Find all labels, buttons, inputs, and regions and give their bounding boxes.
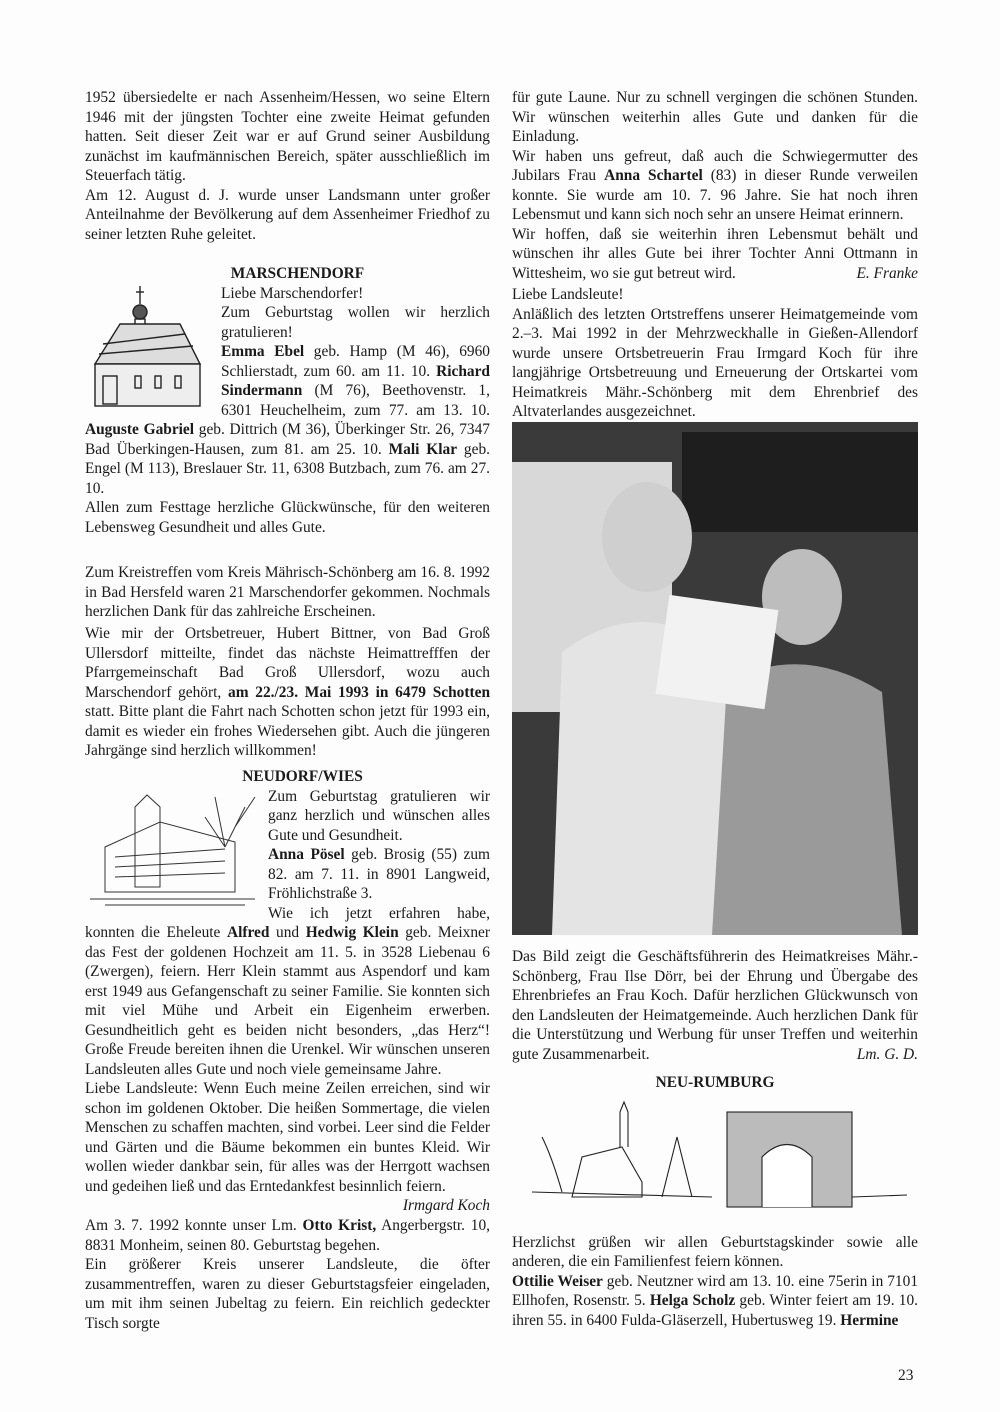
paragraph [85, 624, 490, 761]
paragraph [512, 88, 918, 147]
photo-caption [512, 947, 918, 1064]
text-run: und [269, 924, 306, 941]
text-run: Herzlichst grüßen wir allen Geburtstagskinder sowie alle anderen, die ein Familienfest feiern können. [512, 1233, 918, 1270]
text-run: geb. Engel (M 113), Breslauer Str. 11, 6308 Butzbach, zum 76. am 27. 10. [85, 440, 490, 497]
text-run: statt. Bitte plant die Fahrt nach Schotten schon jetzt für 1993 ein, damit es wieder ein frohes Wiedersehen gibt. Auch die jüngeren Jahrgänge sind herzlich willkommen! [85, 703, 490, 759]
person-name: Alfred [226, 924, 270, 941]
text-run: Liebe Landsleute: Wenn Euch meine Zeilen erreichen, sind wir schon im goldenen Oktober. Die heißen Sommertage, die vielen Menschen zu schaffen machten, sind vorbei. Leer sind die Felder und Gärten und die Bäume bekommen ein buntes Kleid. Wir wollen wieder dankbar sein, für alles was der Herrgott wachsen und gedeihen ließ und das Erntedankfest besinnlich feiern. [85, 1080, 490, 1195]
paragraph [512, 1272, 918, 1331]
text-run: Wir hoffen, daß sie weiterhin ihren Lebensmut behält und wünschen ihr alles Gute bei ihrer Tochter Anni Ottmann in Wittesheim, wo sie gut betreut wird. [512, 225, 918, 282]
heimattreffen-text [85, 624, 490, 761]
right-top-text [512, 88, 918, 283]
kreistreffen-text [85, 563, 490, 622]
person-name: Otto Krist, [302, 1217, 377, 1234]
text-run: Liebe Landsleute! [512, 286, 624, 303]
section-heading: NEU-RUMBURG [655, 1074, 775, 1091]
section-marschendorf [85, 264, 490, 537]
text-run: 1952 übersiedelte er nach Assenheim/Hessen, wo seine Eltern 1946 mit der jüngsten Tochter eine zweite Heimat gefunden hatten. Seit dieser Zeit war er auf Grund seiner Ausbildung zunächst im kaufmännischen Bereich, später ausschließlich im Steuerfach tätig. [85, 89, 490, 184]
church-sketch-illustration-icon [85, 787, 260, 915]
ehrenbrief-text [512, 285, 918, 422]
paragraph [85, 498, 490, 537]
text-run: (83) in dieser Runde verweilen konnte. Sie wurde am 10. 7. 96 Jahre. Sie hat noch ihren Lebensmut und kann sich noch sehr an unsere Heimat erinnern. [512, 167, 918, 223]
person-name: Mali Klar [388, 440, 458, 458]
paragraph [512, 305, 918, 422]
text-run: Am 12. August d. J. wurde unser Landsmann unter großer Anteilnahme der Bevölkerung auf dem Assenheimer Friedhof zu seiner letzten Ruhe geleitet. [85, 186, 490, 243]
text-run: geb. Neutzner wird am 13. 10. eine 75erin in 7101 Ellhofen, Rosenstr. 5. [512, 1272, 919, 1309]
paragraph [85, 186, 490, 245]
text-run: Anläßlich des letzten Ortstreffens unserer Heimatgemeinde vom 2.–3. Mai 1992 in der Mehrzweckhalle in Gießen-Allendorf wurde unsere Ortsbetreuerin Frau Irmgard Koch für ihre langjährige Ortsbetreuung und Erneuerung der Ortskartei vom Heimatkreis Mähr.-Schönberg mit dem Ehrenbrief des Altvaterlandes ausgezeichnet. [512, 305, 918, 420]
person-name: Ottilie Weiser [512, 1272, 603, 1290]
paragraph [85, 904, 490, 1080]
page-number: 23 [898, 1367, 914, 1384]
text-run: Am 3. 7. 1992 konnte unser Lm. [85, 1217, 303, 1234]
section-neudorf [85, 767, 490, 1216]
paragraph [512, 285, 918, 305]
person-name: Emma Ebel [221, 343, 305, 360]
text-run: für gute Laune. Nur zu schnell vergingen die schönen Stunden. Wir wünschen weiterhin alles Gute und danken für die Einladung. [512, 89, 918, 145]
text-run: Zum Kreistreffen vom Kreis Mährisch-Schönberg am 16. 8. 1992 in Bad Hersfeld waren 21 Marschendorfer gekommen. Nochmals herzlichen Dank für das zahlreiche Erscheinen. [85, 564, 490, 620]
section-neu-rumburg [512, 1073, 918, 1330]
section-heading: NEUDORF/WIES [242, 768, 363, 785]
person-name: Anna Schartel [604, 167, 703, 184]
person-name: am 22./23. Mai 1993 in 6479 Schotten [228, 683, 491, 701]
text-run: Liebe Marschendorfer! [221, 284, 364, 302]
person-name: Hedwig Klein [305, 924, 399, 941]
paragraph [85, 1079, 490, 1196]
person-name: Anna Pösel [268, 846, 345, 863]
text-run: Angerbergstr. 10, 8831 Monheim, seinen 80. Geburtstag begehen. [85, 1217, 490, 1254]
text-run: geb. Meixner das Fest der goldenen Hochzeit am 11. 5. in 3528 Liebenau 6 (Zwergen), feiern. Herr Klein stammt aus Aspendorf und kam erst 1949 aus Gefangenschaft zu seiner Familie. Sie konnten sich mit viel Mühe und Arbeit ein Eigenheim erwerben. Gesundheitlich geht es beiden nicht besonders, „das Herz“! Große Freude bereiten ihnen die Urenkel. Wir wünschen unseren Landsleuten alles Gute und noch viele gemeinsame Jahre. [85, 924, 491, 1078]
church-illustration-icon [85, 284, 213, 412]
paragraph [512, 1233, 918, 1272]
text-run: (M 76), Beethovenstr. 1, 6301 Heuchelheim, zum 77. am 13. 10. [221, 382, 490, 419]
signature: E. Franke [856, 264, 918, 282]
paragraph [85, 88, 490, 186]
paragraph [512, 147, 918, 225]
signature: Irmgard Koch [402, 1197, 490, 1214]
village-sketch-illustration-icon [512, 1097, 918, 1215]
text-run: geb. Dittrich (M 36), Überkinger Str. 26, 7347 Bad Überkingen-Hausen, zum 81. am 25. 10. [85, 421, 490, 458]
person-name: Auguste Gabriel [85, 421, 195, 438]
person-name: Helga Scholz [649, 1292, 736, 1309]
text-run: Wie mir der Ortsbetreuer, Hubert Bittner, von Bad Groß Ullersdorf mitteilte, findet das nächste Heimattrefffen der Pfarrgemeinschaft Bad Groß Ullersdorf, wozu auch Marschendorf gehört, [85, 625, 490, 701]
neu-rumburg-text [512, 1233, 918, 1331]
text-run: geb. Brosig (55) zum 82. am 7. 11. in 8901 Langweid, Fröhlichstraße 3. [268, 846, 490, 902]
photo-two-women-icon [512, 422, 918, 935]
text-run: Zum Geburtstag wollen wir herzlich gratulieren! [221, 304, 490, 341]
award-photo [512, 422, 918, 935]
text-run: Wir haben uns gefreut, daß auch die Schwiegermutter des Jubilars Frau [512, 147, 918, 184]
text-run: geb. Winter feiert am 19. 10. ihren 55. in 6400 Fulda-Gläserzell, Hubertusweg 19. [512, 1292, 919, 1329]
text-run: Wie ich jetzt erfahren habe, konnten die Eheleute [85, 904, 490, 941]
text-run: geb. Hamp (M 46), 6960 Schlierstadt, zum 60. am 11. 10. [221, 343, 490, 380]
paragraph [85, 1255, 490, 1333]
paragraph [85, 563, 490, 622]
text-run: Zum Geburtstag gratulieren wir ganz herzlich und wünschen alles Gute und Gesundheit. [268, 787, 490, 844]
krist-text [85, 1216, 490, 1333]
person-name: Hermine [840, 1311, 899, 1329]
paragraph [85, 1216, 490, 1255]
text-run: Das Bild zeigt die Geschäftsführerin des Heimatkreises Mähr.-Schönberg, Frau Ilse Dörr, bei der Ehrung und Übergabe des Ehrenbriefes an Frau Koch. Dafür herzlichen Glückwunsch von den Landsleuten der Heimatgemeinde. Auch herzlichen Dank für die Unterstützung und Werbung für unser Treffen und weiterhin gute Zusammenarbeit. [512, 948, 918, 1063]
intro-text [85, 88, 490, 244]
person-name: Richard Sindermann [221, 362, 490, 399]
text-run: Allen zum Festtage herzliche Glückwünsche, für den weiteren Lebensweg Gesundheit und alles Gute. [85, 499, 490, 536]
section-heading: MARSCHENDORF [230, 265, 365, 282]
text-run: Ein größerer Kreis unserer Landsleute, die öfter zusammentreffen, waren zu dieser Geburtstagsfeier eingeladen, um mit ihm seinen Jubeltag zu feiern. Ein reichlich gedeckter Tisch sorgte [85, 1256, 490, 1332]
signature: Lm. G. D. [856, 1045, 918, 1063]
